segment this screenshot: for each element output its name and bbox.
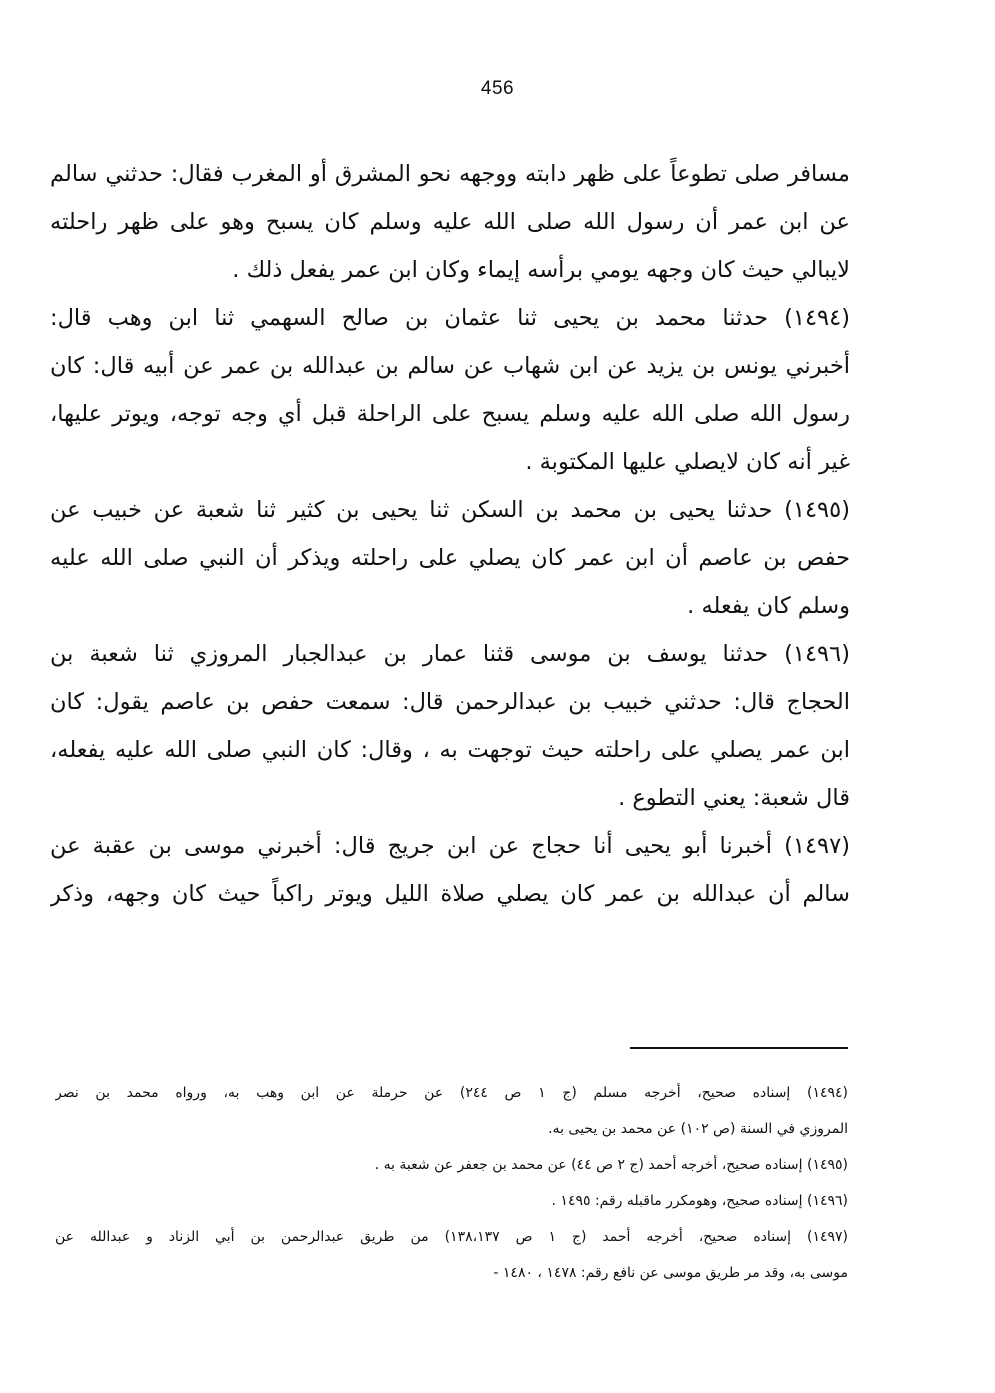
footnote-separator bbox=[630, 1047, 848, 1049]
footnote-line: المروزي في السنة (ص ١٠٢) عن محمد بن يحيى به. bbox=[548, 1121, 848, 1137]
footnote-line: (١٤٩٦) إسناده صحيح، وهومكرر ماقبله رقم: ١٤٩٥ . bbox=[551, 1193, 848, 1209]
footnote-line: (١٤٩٤) إسناده صحيح، أخرجه مسلم (ج ١ ص ٢٤٤) عن حرملة عن ابن وهب به، ورواه محمد بن نصر bbox=[55, 1085, 848, 1101]
body-line: قال شعبة: يعني التطوع . bbox=[618, 785, 850, 811]
body-line: (١٤٩٤) حدثنا محمد بن يحيى ثنا عثمان بن صالح السهمي ثنا ابن وهب قال: bbox=[50, 305, 850, 331]
body-line: (١٤٩٧) أخبرنا أبو يحيى أنا حجاج عن ابن جريج قال: أخبرني موسى بن عقبة عن bbox=[50, 833, 850, 859]
body-line: أخبرني يونس بن يزيد عن ابن شهاب عن سالم بن عبدالله بن عمر عن أبيه قال: كان bbox=[50, 353, 850, 379]
body-line: مسافر صلى تطوعاً على ظهر دابته ووجهه نحو المشرق أو المغرب فقال: حدثني سالم bbox=[50, 161, 850, 187]
body-line: حفص بن عاصم أن ابن عمر كان يصلي على راحلته ويذكر أن النبي صلى الله عليه bbox=[50, 545, 850, 571]
body-line: سالم أن عبدالله بن عمر كان يصلي صلاة الليل ويوتر راكباً حيث كان وجهه، وذكر bbox=[50, 881, 850, 907]
page-number: 456 bbox=[480, 78, 515, 99]
body-text bbox=[50, 150, 850, 918]
body-line: ابن عمر يصلي على راحلته حيث توجهت به ، وقال: كان النبي صلى الله عليه يفعله، bbox=[50, 737, 850, 763]
body-line: (١٤٩٥) حدثنا يحيى بن محمد بن السكن ثنا يحيى بن كثير ثنا شعبة عن خبيب عن bbox=[50, 497, 850, 523]
footnote-line: (١٤٩٥) إسناده صحيح، أخرجه أحمد (ج ٢ ص ٤٤) عن محمد بن جعفر عن شعبة به . bbox=[374, 1157, 848, 1173]
body-line: رسول الله صلى الله عليه وسلم يسبح على الراحلة قبل أي وجه توجه، ويوتر عليها، bbox=[50, 401, 850, 427]
body-line: الحجاج قال: حدثني خبيب بن عبدالرحمن قال: سمعت حفص بن عاصم يقول: كان bbox=[50, 689, 850, 715]
body-line: (١٤٩٦) حدثنا يوسف بن موسى قثنا عمار بن عبدالجبار المروزي ثنا شعبة بن bbox=[50, 641, 850, 667]
body-line: لايبالي حيث كان وجهه يومي برأسه إيماء وكان ابن عمر يفعل ذلك . bbox=[232, 257, 850, 283]
body-line: عن ابن عمر أن رسول الله صلى الله عليه وسلم كان يسبح وهو على ظهر راحلته bbox=[50, 209, 850, 235]
body-line: وسلم كان يفعله . bbox=[687, 593, 850, 619]
body-line: غير أنه كان لايصلي عليها المكتوبة . bbox=[525, 449, 850, 475]
footnotes bbox=[55, 1075, 848, 1291]
footnote-line: (١٤٩٧) إسناده صحيح، أخرجه أحمد (ج ١ ص ١٣٨،١٣٧) من طريق عبدالرحمن بن أبي الزناد و عبدالله عن bbox=[55, 1229, 848, 1245]
footnote-line: موسى به، وقد مر طريق موسى عن نافع رقم: ١٤٧٨ ، ١٤٨٠ - bbox=[493, 1265, 848, 1281]
